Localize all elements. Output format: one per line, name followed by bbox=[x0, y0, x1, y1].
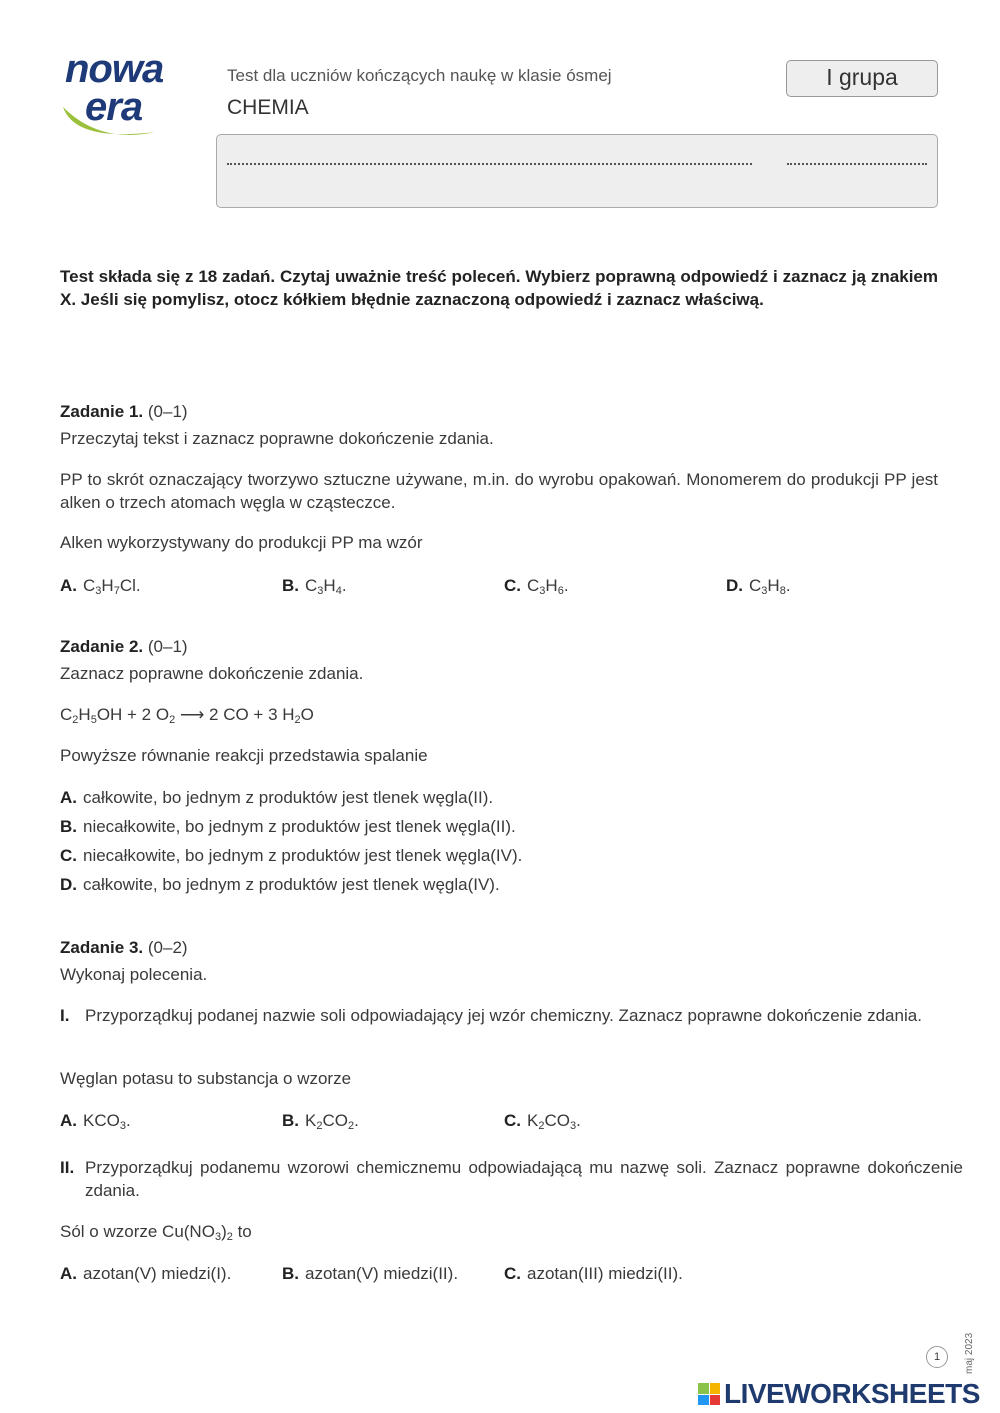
formula-text: C bbox=[83, 576, 96, 595]
group-badge: I grupa bbox=[786, 60, 938, 97]
nowa-era-logo bbox=[60, 47, 175, 144]
formula-text: . bbox=[354, 1111, 359, 1130]
formula-subscript: 2 bbox=[347, 1120, 355, 1132]
task1-text: PP to skrót oznaczający tworzywo sztuczne używane, m.in. do wyrobu opakowań. Monomerem do produkcji PP jest alken o trzech atomach węgla w cząsteczce. bbox=[60, 470, 938, 512]
formula-text: . bbox=[563, 576, 569, 595]
option-letter: A. bbox=[60, 1111, 77, 1130]
formula-subscript: 5 bbox=[90, 714, 97, 726]
answer-option-b[interactable] bbox=[282, 574, 347, 597]
option-formula bbox=[305, 1111, 359, 1130]
formula-text: Cl. bbox=[119, 576, 141, 595]
formula-subscript: 2 bbox=[226, 1231, 233, 1243]
formula-text: CO bbox=[322, 1111, 348, 1130]
task3-part1-question: Węglan potasu to substancja o wzorze bbox=[60, 1069, 352, 1088]
formula-subscript: 2 bbox=[169, 714, 176, 726]
answer-option-c[interactable] bbox=[60, 844, 522, 867]
formula-text: ) bbox=[221, 1222, 227, 1241]
option-text: azotan(V) miedzi(II). bbox=[305, 1264, 459, 1283]
formula-text: O bbox=[300, 705, 314, 724]
formula-subscript: 2 bbox=[294, 714, 301, 726]
answer-option-c[interactable] bbox=[504, 1262, 683, 1285]
option-letter: B. bbox=[60, 817, 77, 836]
option-text: całkowite, bo jednym z produktów jest tlenek węgla(IV). bbox=[83, 875, 500, 894]
logo-swoosh-icon bbox=[60, 102, 170, 144]
formula-text: C bbox=[305, 576, 318, 595]
option-formula bbox=[749, 576, 791, 595]
option-formula bbox=[83, 576, 141, 595]
option-letter: B. bbox=[282, 1264, 299, 1283]
answer-option-c[interactable] bbox=[504, 1109, 581, 1132]
formula-subscript: 3 bbox=[95, 585, 102, 597]
task1-question: Alken wykorzystywany do produkcji PP ma wzór bbox=[60, 533, 423, 552]
option-formula bbox=[83, 1111, 131, 1130]
formula-subscript: 6 bbox=[557, 585, 564, 597]
task3-instruction: Wykonaj polecenia. bbox=[60, 965, 208, 984]
task1-heading bbox=[60, 400, 938, 423]
option-text: azotan(III) miedzi(II). bbox=[527, 1264, 683, 1283]
task-points: (0–2) bbox=[147, 938, 188, 957]
option-formula bbox=[305, 576, 347, 595]
task2-question: Powyższe równanie reakcji przedstawia spalanie bbox=[60, 746, 428, 765]
formula-text: C bbox=[749, 576, 762, 595]
task2-instruction: Zaznacz poprawne dokończenie zdania. bbox=[60, 664, 364, 683]
formula-text: K bbox=[527, 1111, 539, 1130]
edition-date: maj 2023 bbox=[964, 1332, 975, 1374]
task3-part1 bbox=[60, 1004, 963, 1027]
answer-option-b[interactable] bbox=[60, 815, 516, 838]
answer-option-a[interactable] bbox=[60, 1109, 131, 1132]
formula-text: ⟶ 2 CO + 3 H bbox=[175, 705, 295, 724]
formula-text: K bbox=[305, 1111, 317, 1130]
option-letter: C. bbox=[504, 1264, 521, 1283]
task3-heading bbox=[60, 936, 938, 959]
part-number: II. bbox=[60, 1158, 75, 1177]
task-title: Zadanie 1. bbox=[60, 402, 144, 421]
option-letter: B. bbox=[282, 1111, 299, 1130]
task-title: Zadanie 3. bbox=[60, 938, 144, 957]
formula-text: . bbox=[576, 1111, 581, 1130]
logo-text-2: era bbox=[85, 85, 143, 129]
formula-subscript: 2 bbox=[72, 714, 79, 726]
test-subtitle: Test dla uczniów kończących naukę w klasie ósmej bbox=[227, 66, 612, 85]
formula-text: . bbox=[785, 576, 791, 595]
logo-text-1: nowa bbox=[65, 47, 164, 91]
option-letter: C. bbox=[60, 846, 77, 865]
answer-option-d[interactable] bbox=[726, 574, 791, 597]
task3-part2-question bbox=[60, 1220, 938, 1243]
task2-equation bbox=[60, 703, 938, 726]
answer-option-c[interactable] bbox=[504, 574, 569, 597]
option-letter: B. bbox=[282, 576, 299, 595]
formula-subscript: 3 bbox=[539, 585, 546, 597]
class-dotted-line[interactable] bbox=[787, 163, 927, 165]
formula-text: H bbox=[78, 705, 91, 724]
formula-subscript: 3 bbox=[214, 1231, 222, 1243]
option-letter: C. bbox=[504, 576, 521, 595]
answer-option-b[interactable] bbox=[282, 1109, 359, 1132]
task-points: (0–1) bbox=[147, 637, 188, 656]
task1-instruction: Przeczytaj tekst i zaznacz poprawne dokończenie zdania. bbox=[60, 429, 494, 448]
answer-option-a[interactable] bbox=[60, 786, 493, 809]
answer-option-b[interactable] bbox=[282, 1262, 458, 1285]
option-letter: A. bbox=[60, 1264, 77, 1283]
answer-option-a[interactable] bbox=[60, 1262, 231, 1285]
formula-text: to bbox=[232, 1222, 252, 1241]
option-letter: C. bbox=[504, 1111, 521, 1130]
formula-text: H bbox=[323, 576, 336, 595]
formula-subscript: 2 bbox=[316, 1120, 323, 1132]
task-points: (0–1) bbox=[147, 402, 188, 421]
task3-part2 bbox=[60, 1156, 963, 1202]
formula-subscript: 3 bbox=[569, 1120, 577, 1132]
option-formula bbox=[527, 1111, 581, 1130]
formula-subscript: 3 bbox=[119, 1120, 126, 1132]
option-letter: D. bbox=[60, 875, 77, 894]
formula-text: C bbox=[60, 705, 73, 724]
option-text: niecałkowite, bo jednym z produktów jest tlenek węgla(II). bbox=[83, 817, 516, 836]
liveworksheets-watermark: LIVEWORKSHEETS bbox=[724, 1378, 980, 1409]
formula-text: H bbox=[767, 576, 780, 595]
task2-heading bbox=[60, 635, 938, 658]
option-letter: A. bbox=[60, 576, 77, 595]
formula-text: . bbox=[125, 1111, 131, 1130]
option-text: azotan(V) miedzi(I). bbox=[83, 1264, 232, 1283]
task-title: Zadanie 2. bbox=[60, 637, 144, 656]
formula-subscript: 4 bbox=[335, 585, 342, 597]
answer-option-a[interactable] bbox=[60, 574, 141, 597]
part-number: I. bbox=[60, 1006, 70, 1025]
part-text: Przyporządkuj podanemu wzorowi chemicznemu odpowiadającą mu nazwę soli. Zaznacz poprawne dokończenie zdania. bbox=[85, 1158, 963, 1200]
option-formula bbox=[527, 576, 569, 595]
option-letter: D. bbox=[726, 576, 743, 595]
formula-text: H bbox=[545, 576, 558, 595]
option-text: całkowite, bo jednym z produktów jest tlenek węgla(II). bbox=[83, 788, 494, 807]
student-name-field[interactable] bbox=[216, 134, 938, 208]
part-text: Przyporządkuj podanej nazwie soli odpowiadający jej wzór chemiczny. Zaznacz poprawne dokończenie zdania. bbox=[85, 1006, 922, 1025]
option-text: niecałkowite, bo jednym z produktów jest tlenek węgla(IV). bbox=[83, 846, 523, 865]
formula-text: Sól o wzorze Cu(NO bbox=[60, 1222, 215, 1241]
option-letter: A. bbox=[60, 788, 77, 807]
formula-text: OH + 2 O bbox=[96, 705, 170, 724]
formula-text: CO bbox=[544, 1111, 570, 1130]
formula-text: C bbox=[527, 576, 540, 595]
answer-option-d[interactable] bbox=[60, 873, 500, 896]
formula-text: H bbox=[101, 576, 114, 595]
formula-subscript: 3 bbox=[761, 585, 768, 597]
test-instructions: Test składa się z 18 zadań. Czytaj uważnie treść poleceń. Wybierz poprawną odpowiedź i zaznacz ją znakiem X. Jeśli się pomylisz, otocz kółkiem błędnie zaznaczoną odpowiedź i zaznacz właściwą. bbox=[60, 267, 938, 309]
formula-subscript: 8 bbox=[779, 585, 786, 597]
formula-subscript: 7 bbox=[113, 585, 120, 597]
formula-subscript: 3 bbox=[317, 585, 324, 597]
page-number: 1 bbox=[926, 1346, 948, 1368]
formula-text: KCO bbox=[83, 1111, 120, 1130]
liveworksheets-logo-icon bbox=[698, 1383, 720, 1405]
formula-subscript: 2 bbox=[538, 1120, 545, 1132]
name-dotted-line[interactable] bbox=[227, 163, 752, 165]
formula-text: . bbox=[341, 576, 347, 595]
subject-title: CHEMIA bbox=[227, 96, 309, 119]
